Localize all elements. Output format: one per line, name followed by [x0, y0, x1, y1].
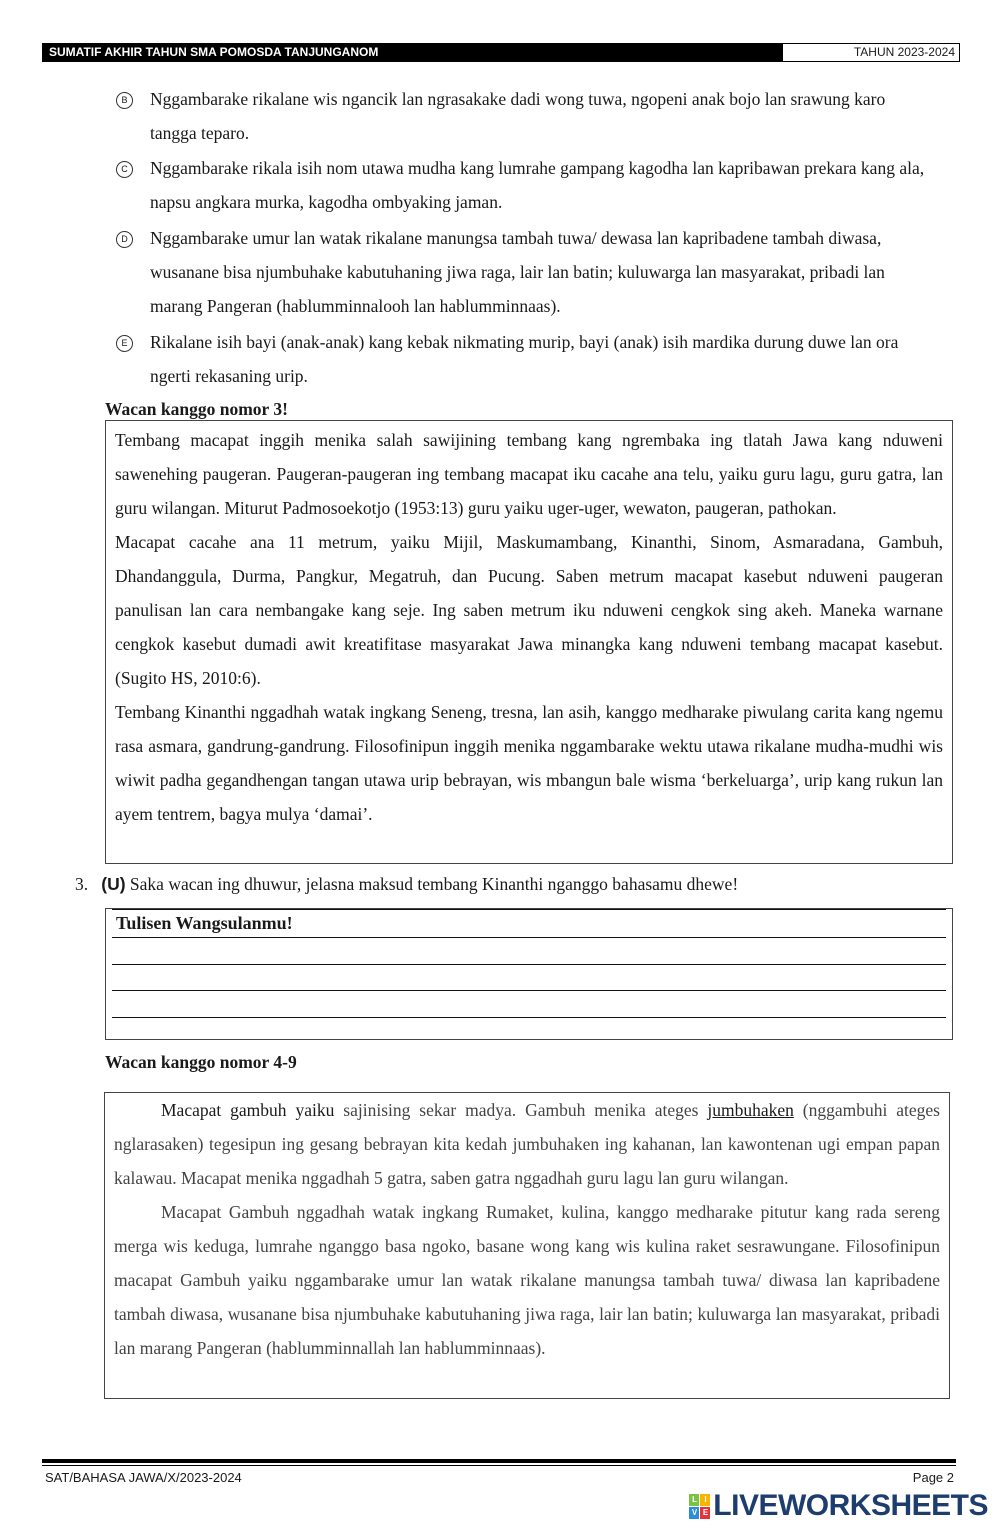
logo-icon: L I V E — [689, 1494, 710, 1519]
header-title: SUMATIF AKHIR TAHUN SMA POMOSDA TANJUNGANOM — [43, 44, 783, 61]
question-3 — [75, 874, 738, 895]
reading4-9-passage — [104, 1092, 950, 1399]
question-tag: (U) — [101, 874, 126, 894]
paragraph: Tembang macapat inggih menika salah sawijining tembang kang ngrembaka ing tlatah Jawa kang nduweni sawenehing paugeran. Paugeran-paugeran ing tembang macapat iku cacahe ana telu, yaiku guru lagu, guru gatra, lan guru wilangan. Miturut Padmosoekotjo (1953:13) guru yaiku uger-uger, wewaton, paugeran, pathokan. — [115, 430, 943, 518]
reading3-heading: Wacan kanggo nomor 3! — [105, 399, 288, 419]
option-marker-d[interactable]: D — [116, 231, 133, 248]
option-text: Nggambarake rikala isih nom utawa mudha kang lumrahe gampang kagodha lan kapribawan prekara kang ala, napsu angkara murka, kagodha ombyaking jaman. — [150, 158, 925, 212]
question-number: 3. — [75, 874, 89, 894]
option-marker-b[interactable]: B — [116, 92, 133, 109]
reading4-9-heading: Wacan kanggo nomor 4-9 — [105, 1052, 297, 1072]
reading3-passage — [105, 420, 953, 864]
paragraph: Macapat cacahe ana 11 metrum, yaiku Mijil, Maskumambang, Kinanthi, Sinom, Asmaradana, Gambuh, Dhandanggula, Durma, Pangkur, Megatruh, dan Pucung. Saben metrum macapat kasebut nduweni paugeran panulisan lan cara nembangake kang seje. Ing saben metrum iku nduweni cengkok sing akeh. Maneka warnane cengkok kasebut dumadi awit kreatifitase masyarakat Jawa minangka kang nduweni tembang macapat kasebut. (Sugito HS, 2010:6). — [115, 532, 943, 688]
answer-line-1[interactable] — [112, 949, 946, 965]
option-e[interactable] — [116, 325, 926, 393]
answer-line-3[interactable] — [112, 1002, 946, 1018]
page-number: Page 2 — [912, 1470, 954, 1485]
option-marker-c[interactable]: C — [116, 161, 133, 178]
option-text: Nggambarake umur lan watak rikalane manungsa tambah tuwa/ dewasa lan kapribadene tambah diwasa, wusanane bisa njumbuhake kabutuhaning jiwa raga, lair lan batin; kuluwarga lan masyarakat, pribadi lan marang Pangeran (hablumminnalooh lan hablumminnaas). — [150, 228, 885, 316]
page-header — [42, 43, 960, 62]
option-d[interactable] — [116, 221, 926, 323]
option-marker-e[interactable]: E — [116, 335, 133, 352]
answer-box — [105, 908, 953, 1040]
footer-rule — [42, 1459, 956, 1463]
paragraph: Macapat Gambuh nggadhah watak ingkang Rumaket, kulina, kanggo medharake pitutur kang rada sereng merga wis keduga, lumrahe nganggo basa ngoko, basane wong kang wis kulina raket sesrawungane. Filosofinipun macapat Gambuh yaiku nggambarake umur lan watak rikalane manungsa tambah tuwa/ diwasa lan kapribadene tambah diwasa, wusanane bisa njumbuhake kabutuhaning jiwa raga, lair lan batin; kuluwarga lan masyarakat, pribadi lan marang Pangeran (hablumminnallah lan hablumminnaas). — [114, 1202, 940, 1358]
paragraph: Tembang Kinanthi nggadhah watak ingkang Seneng, tresna, lan asih, kanggo medharake piwulang carita kang ngemu rasa asmara, gandrung-gandrung. Filosofinipun inggih menika nggambarake wektu utawa rikalane mudha-mudhi wis wiwit padha gegandhengan tangan utawa urip bebrayan, wis mbangun bale wisma ‘berkeluarga’, urip kang rukun lan ayem tentrem, bagya mulya ‘damai’. — [115, 702, 943, 824]
liveworksheets-logo — [689, 1489, 988, 1523]
option-text: Rikalane isih bayi (anak-anak) kang kebak nikmating murip, bayi (anak) isih mardika durung duwe lan ora ngerti rekasaning urip. — [150, 332, 899, 386]
header-year: TAHUN 2023-2024 — [853, 45, 955, 59]
footer-code: SAT/BAHASA JAWA/X/2023-2024 — [45, 1470, 242, 1485]
option-c[interactable] — [116, 151, 926, 219]
answer-line-2[interactable] — [112, 975, 946, 991]
option-b[interactable] — [116, 82, 926, 150]
answer-title: Tulisen Wangsulanmu! — [116, 913, 293, 933]
paragraph: Macapat gambuh yaiku sajinising sekar madya. Gambuh menika ateges jumbuhaken (nggambuhi ateges nglarasaken) tegesipun ing gesang bebrayan kita kedah jumbuhaken ing kahanan, lan kawontenan ugi empan papan kalawau. Macapat menika nggadhah 5 gatra, saben gatra nggadhah guru lagu lan guru wilangan. — [114, 1100, 940, 1188]
logo-text: LIVEWORKSHEETS — [713, 1489, 988, 1522]
footer-rule-thin — [42, 1465, 956, 1466]
question-text: Saka wacan ing dhuwur, jelasna maksud tembang Kinanthi nganggo bahasamu dhewe! — [129, 874, 739, 894]
option-text: Nggambarake rikalane wis ngancik lan ngrasakake dadi wong tuwa, ngopeni anak bojo lan srawung karo tangga teparo. — [150, 89, 886, 143]
